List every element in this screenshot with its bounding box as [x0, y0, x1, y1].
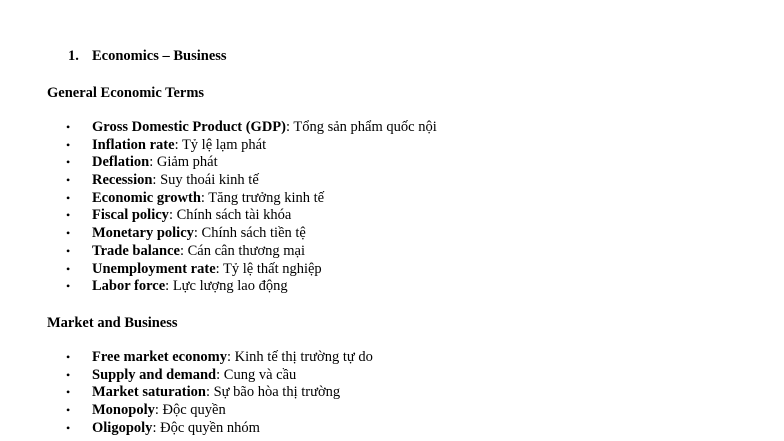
heading-text: Economics – Business: [92, 48, 227, 64]
list-item: [0, 154, 437, 172]
list-item: [0, 402, 373, 420]
translation-text: : Độc quyền nhóm: [152, 419, 260, 436]
list-item: [0, 225, 437, 243]
bullet-icon: •: [66, 261, 71, 276]
list-item: [0, 367, 373, 385]
list-item: [0, 278, 437, 296]
translation-text: : Cung và cầu: [216, 366, 297, 383]
translation-text: : Cán cân thương mại: [179, 242, 305, 259]
term-text: Labor force: [92, 278, 166, 295]
bullet-icon: •: [66, 385, 71, 400]
term-text: Monopoly: [92, 402, 155, 419]
term-text: Inflation rate: [92, 136, 175, 153]
term-text: Market saturation: [92, 384, 206, 401]
bullet-icon: •: [66, 173, 71, 188]
bullet-icon: •: [66, 137, 71, 152]
bullet-icon: •: [66, 367, 71, 382]
translation-text: : Tăng trưởng kinh tế: [200, 189, 325, 206]
term-text: Trade balance: [92, 242, 180, 259]
list-item: [0, 420, 373, 438]
translation-text: : Chính sách tài khóa: [168, 207, 292, 224]
term-text: Gross Domestic Product (GDP): [92, 119, 286, 135]
term-text: Supply and demand: [92, 366, 217, 383]
term-text: Recession: [92, 172, 153, 189]
bullet-icon: •: [66, 190, 71, 205]
term-text: Monetary policy: [92, 225, 194, 242]
translation-text: : Giảm phát: [149, 154, 218, 171]
translation-text: : Sự bão hòa thị trường: [205, 384, 341, 401]
section-title-general-economic-terms: General Economic Terms: [47, 85, 205, 101]
list-item: [0, 190, 437, 208]
heading-number: 1.: [68, 48, 79, 64]
translation-text: : Kinh tế thị trường tự do: [227, 349, 373, 365]
bullet-icon: •: [66, 243, 71, 258]
translation-text: : Chính sách tiền tệ: [193, 225, 306, 242]
list-item: [0, 384, 373, 402]
term-text: Economic growth: [92, 189, 201, 206]
term-list-general-economic-terms: [0, 119, 437, 296]
translation-text: : Tổng sản phẩm quốc nội: [285, 119, 437, 135]
translation-text: : Tỷ lệ thất nghiệp: [215, 260, 322, 277]
list-item: [0, 119, 437, 137]
section-title-market-and-business: Market and Business: [47, 315, 178, 331]
translation-text: : Tỷ lệ lạm phát: [174, 136, 267, 153]
bullet-icon: •: [66, 208, 71, 223]
list-item: [0, 261, 437, 279]
list-item: [0, 349, 373, 367]
bullet-icon: •: [66, 403, 71, 418]
numbered-heading: [68, 46, 227, 66]
term-text: Unemployment rate: [92, 260, 216, 277]
term-text: Fiscal policy: [92, 207, 169, 224]
bullet-icon: •: [66, 120, 71, 134]
list-item: [0, 207, 437, 225]
translation-text: : Suy thoái kinh tế: [152, 172, 259, 189]
term-list-market-and-business: [0, 349, 373, 437]
translation-text: : Lực lượng lao động: [165, 278, 288, 295]
bullet-icon: •: [66, 279, 71, 294]
bullet-icon: •: [66, 226, 71, 241]
bullet-icon: •: [66, 155, 71, 170]
term-text: Oligopoly: [92, 419, 153, 436]
list-item: [0, 243, 437, 261]
list-item: [0, 172, 437, 190]
bullet-icon: •: [66, 420, 71, 435]
list-item: [0, 137, 437, 155]
term-text: Free market economy: [92, 349, 228, 365]
bullet-icon: •: [66, 350, 71, 364]
term-text: Deflation: [92, 154, 150, 171]
translation-text: : Độc quyền: [154, 402, 226, 419]
